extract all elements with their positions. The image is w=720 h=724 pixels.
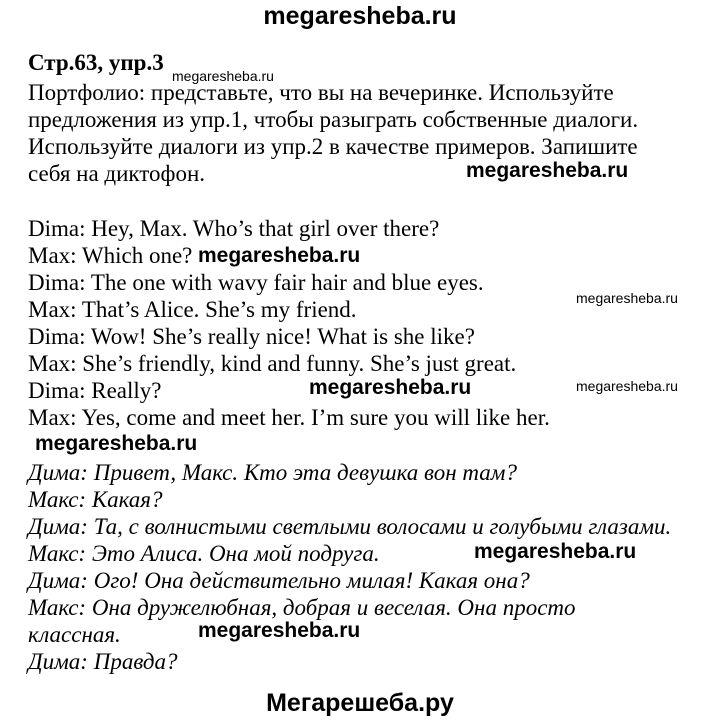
- watermark: megaresheba.ru: [466, 159, 629, 182]
- watermark: megaresheba.ru: [309, 376, 472, 399]
- russian-dialogue-line: классная.: [28, 622, 121, 647]
- site-footer: Мегарешеба.ру: [266, 689, 454, 717]
- watermark: megaresheba.ru: [198, 244, 361, 267]
- task-line: Портфолио: представьте, что вы на вечеринке. Используйте: [28, 80, 614, 105]
- russian-dialogue-line: Дима: Та, с волнистыми светлыми волосами и голубыми глазами.: [28, 514, 672, 539]
- site-header: megaresheba.ru: [263, 2, 457, 30]
- russian-dialogue-line: Макс: Какая?: [28, 487, 163, 512]
- russian-dialogue-line: Макс: Она дружелюбная, добрая и веселая. Она просто: [28, 595, 576, 620]
- english-dialogue-line: Max: Which one?: [28, 243, 193, 268]
- watermark: megaresheba.ru: [576, 290, 678, 306]
- task-line: Используйте диалоги из упр.2 в качестве примеров. Запишите: [28, 134, 638, 159]
- russian-dialogue-line: Дима: Ого! Она действительно милая! Какая она?: [28, 568, 530, 593]
- watermark: megaresheba.ru: [172, 68, 274, 84]
- task-line: себя на диктофон.: [28, 161, 206, 186]
- watermark: megaresheba.ru: [576, 378, 678, 394]
- exercise-title: Стр.63, упр.3: [28, 50, 164, 75]
- watermark: megaresheba.ru: [198, 619, 361, 642]
- watermark: megaresheba.ru: [474, 540, 637, 563]
- english-dialogue-line: Max: Yes, come and meet her. I’m sure you will like her.: [28, 405, 550, 430]
- russian-dialogue-line: Дима: Привет, Макс. Кто эта девушка вон там?: [28, 460, 517, 485]
- english-dialogue-line: Max: She’s friendly, kind and funny. She’s just great.: [28, 351, 517, 376]
- russian-dialogue-line: Дима: Правда?: [28, 649, 178, 674]
- english-dialogue-line: Dima: The one with wavy fair hair and blue eyes.: [28, 270, 484, 295]
- english-dialogue-line: Dima: Wow! She’s really nice! What is she like?: [28, 324, 475, 349]
- russian-dialogue-line: Макс: Это Алиса. Она мой подруга.: [28, 541, 380, 566]
- english-dialogue-line: Max: That’s Alice. She’s my friend.: [28, 297, 357, 322]
- english-dialogue-line: Dima: Hey, Max. Who’s that girl over there?: [28, 216, 440, 241]
- watermark: megaresheba.ru: [35, 432, 198, 455]
- english-dialogue-line: Dima: Really?: [28, 378, 162, 403]
- task-line: предложения из упр.1, чтобы разыграть собственные диалоги.: [28, 107, 639, 132]
